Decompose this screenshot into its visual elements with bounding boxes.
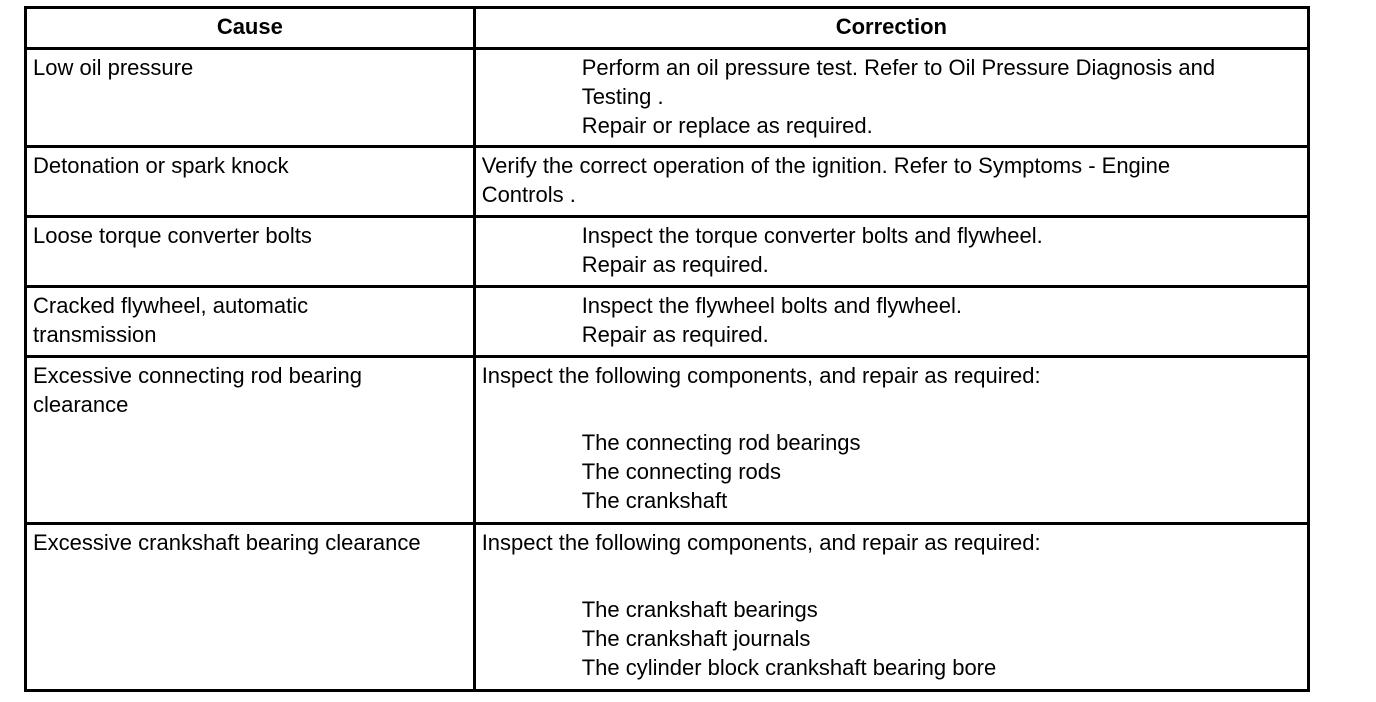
table-row [26,49,1309,147]
cause-cell [26,287,475,357]
list-item: The crankshaft bearings [581,597,818,622]
cause-text: Loose torque converter bolts [33,223,312,248]
component-list [482,428,1301,515]
spacer [482,557,1301,595]
table-row [26,147,1309,217]
correction-step: Perform an oil pressure test. Refer to Oil Pressure Diagnosis and [581,55,1216,80]
header-correction: Correction [474,8,1308,49]
list-item: The cylinder block crankshaft bearing bore [581,655,997,680]
correction-cell [474,217,1308,287]
correction-step: Repair or replace as required. [581,113,873,138]
correction-steps [482,291,1301,349]
cause-text: Low oil pressure [33,55,194,80]
cause-cell [26,524,475,691]
cause-cell [26,217,475,287]
cause-text: Excessive crankshaft bearing clearance [33,530,421,555]
header-cause: Cause [26,8,475,49]
table-row [26,287,1309,357]
table-header-row [26,8,1309,49]
diagnosis-table [24,6,1310,692]
cause-text: clearance [33,392,129,417]
cause-text: transmission [33,322,157,347]
table-row [26,217,1309,287]
correction-intro: Verify the correct operation of the ignition. Refer to Symptoms - Engine [481,153,1171,178]
correction-intro: Inspect the following components, and repair as required: [481,363,1041,388]
correction-intro: Inspect the following components, and repair as required: [481,530,1041,555]
cause-text: Excessive connecting rod bearing [33,363,362,388]
correction-step: Repair as required. [581,322,769,347]
correction-cell [474,524,1308,691]
component-list [482,595,1301,682]
correction-cell [474,287,1308,357]
correction-cell [474,147,1308,217]
correction-step: Testing . [581,84,664,109]
list-item: The crankshaft journals [581,626,811,651]
cause-cell [26,49,475,147]
correction-cell [474,49,1308,147]
correction-steps [482,221,1301,279]
table-row [26,524,1309,691]
spacer [482,390,1301,428]
correction-cell [474,357,1308,524]
cause-cell [26,147,475,217]
correction-intro: Controls . [481,182,576,207]
cause-text: Detonation or spark knock [33,153,289,178]
correction-steps [482,53,1301,140]
list-item: The crankshaft [581,488,728,513]
list-item: The connecting rods [581,459,782,484]
list-item: The connecting rod bearings [581,430,861,455]
cause-text: Cracked flywheel, automatic [33,293,309,318]
cause-cell [26,357,475,524]
correction-step: Inspect the flywheel bolts and flywheel. [581,293,963,318]
correction-step: Repair as required. [581,252,769,277]
table-row [26,357,1309,524]
correction-step: Inspect the torque converter bolts and flywheel. [581,223,1043,248]
